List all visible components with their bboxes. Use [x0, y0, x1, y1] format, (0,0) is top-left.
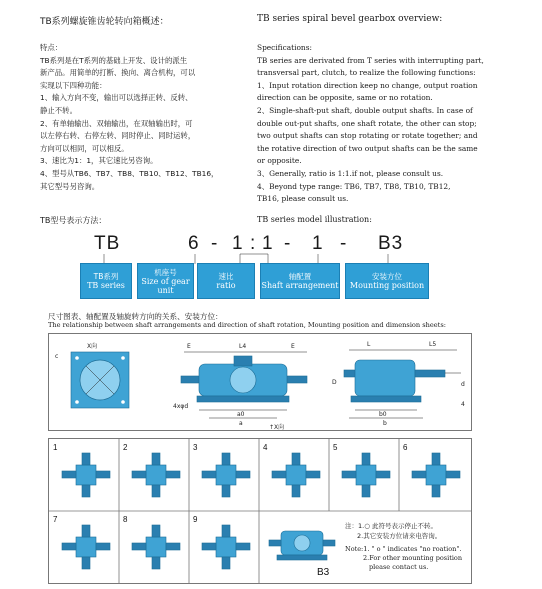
mounting-position-label: B3	[317, 567, 330, 578]
arrangement-number: 5	[333, 443, 338, 452]
model-code-dash: -	[284, 233, 292, 254]
dim-label-e-left: E	[187, 343, 191, 350]
gearbox-body-side	[355, 360, 415, 396]
dim-label-d: D	[332, 379, 337, 386]
dim-label-c: c	[55, 353, 59, 360]
model-box-shaft-cn: 轴配置	[288, 272, 312, 281]
dimension-drawing-panel	[48, 333, 472, 431]
model-box-shaft-en: Shaft arrangement	[261, 281, 339, 290]
en-spec-line: the rotative direction of two output shafts can be the same	[257, 143, 478, 153]
right-shaft	[285, 376, 307, 383]
cn-feature-line: 方向可以相同，可以相反。	[40, 143, 129, 153]
en-spec-line: two output shafts can stop rotating or rotate together; and	[257, 131, 478, 141]
dim-label-l: L	[367, 341, 371, 348]
arrangement-3-diagram	[199, 451, 253, 507]
dim-label-a: a	[239, 420, 243, 427]
en-spec-line: TB series are derivated from T series with interrupting part,	[257, 55, 484, 65]
model-box-series-en: TB series	[87, 281, 125, 290]
note-en-line: 2.For other mounting position	[363, 554, 463, 562]
arrangement-7-diagram	[59, 523, 113, 579]
model-code-shaft: 1	[312, 233, 324, 254]
model-box-mount	[345, 263, 429, 299]
en-spec-line: 3、Generally, ratio is 1:1.if not, please consult us.	[257, 168, 444, 178]
model-box-shaft	[260, 263, 340, 299]
model-code-colon: :	[250, 233, 257, 254]
model-code-dash: -	[211, 233, 219, 254]
dimension-drawing	[49, 334, 471, 430]
model-code-dash: -	[340, 233, 348, 254]
arrangement-2-diagram	[129, 451, 183, 507]
arrangement-number: 7	[53, 515, 58, 524]
mounting-b3-diagram	[267, 523, 337, 567]
cn-feature-line: 新产品。用简单的打断、换向、离合机构，可以	[40, 68, 196, 78]
arrangement-number: 4	[263, 443, 268, 452]
section-title-en: The relationship between shaft arrangements and direction of shaft rotation, Mounting position and dimension sheets:	[48, 321, 446, 329]
model-box-ratio-cn: 速比	[218, 272, 234, 281]
notes-cn	[345, 521, 441, 541]
en-spec-line: 4、Beyond type range: TB6, TB7, TB8, TB10, TB12,	[257, 181, 451, 191]
cn-feature-line: 3、速比为1：1，其它速比另咨询。	[40, 156, 158, 166]
cn-feature-line: 4、型号从TB6、TB7、TB8、TB10、TB12、TB16，	[40, 168, 219, 178]
model-box-series	[80, 263, 132, 299]
arrangement-number: 9	[193, 515, 198, 524]
model-code-size: 6	[188, 233, 200, 254]
base-plate-side	[351, 396, 421, 402]
arrangement-5-diagram	[339, 451, 393, 507]
arrangement-grid	[48, 438, 472, 584]
model-box-size-cn: 机座号	[154, 267, 177, 277]
en-title: TB series spiral bevel gearbox overview:	[257, 14, 443, 24]
dim-label-4: 4	[461, 401, 465, 408]
model-box-mount-cn: 安装方位	[372, 272, 402, 281]
note-en-line: please contact us.	[369, 563, 429, 571]
cn-model-head: TB型号表示方法：	[40, 216, 107, 225]
section-title-cn: 尺寸图表、轴配置及轴旋转方向的关系、安装方位：	[48, 312, 223, 321]
model-box-mount-en: Mounting position	[349, 281, 425, 290]
cn-feature-line: TB系列是在T系列的基础上开发、设计的派生	[40, 55, 188, 65]
en-model-head: TB series model illustration:	[257, 215, 372, 224]
en-spec-line: or opposite.	[257, 156, 302, 166]
note-en-line: Note:1. " o " indicates "no roation".	[345, 545, 462, 553]
arrangement-number: 3	[193, 443, 198, 452]
en-spec-head: Specifications:	[257, 43, 312, 52]
model-code-mount: B3	[378, 233, 404, 254]
model-box-series-cn: TB系列	[93, 272, 119, 281]
en-spec-line: TB16, please consult us.	[257, 194, 349, 204]
cn-feature-line: 以左停右转、右停左转、同时停止、同时运转，	[40, 131, 196, 141]
arrangement-4-diagram	[269, 451, 323, 507]
dim-label-b: b	[383, 420, 387, 427]
cn-feature-line: 实现以下四种功能：	[40, 80, 107, 90]
cn-title: TB系列螺旋锥齿轮转向箱概述：	[40, 17, 169, 27]
arrangement-8-diagram	[129, 523, 183, 579]
en-spec-line: double out-put shafts, one shaft rotate, the other can stop;	[257, 118, 477, 128]
en-spec-line: direction can be opposite, same or no rotation.	[257, 93, 433, 103]
en-spec	[257, 42, 484, 206]
arrangement-number: 2	[123, 443, 128, 452]
note-cn-line: 2.其它安装方位请来电咨询。	[357, 532, 442, 540]
arrangement-1-diagram	[59, 451, 113, 507]
model-code-ratio-b: 1	[262, 233, 274, 254]
arrangement-number: 6	[403, 443, 408, 452]
cn-features	[40, 42, 218, 193]
arrangement-6-diagram	[409, 451, 463, 507]
arrangement-number: 8	[123, 515, 128, 524]
arrangement-9-diagram	[199, 523, 253, 579]
cn-feature-line: 静止不转。	[40, 105, 77, 115]
model-code-ratio-a: 1	[232, 233, 244, 254]
model-box-size	[137, 263, 194, 299]
note-cn-line: 注：1.○ 此符号表示停止不转。	[345, 522, 437, 530]
model-box-ratio	[197, 263, 255, 299]
notes-en	[345, 545, 462, 572]
dim-label-l5: L5	[429, 341, 437, 348]
en-spec-line: transversal part, clutch, to realize the following functions:	[257, 68, 476, 78]
dim-label-d-shaft: d	[461, 381, 465, 388]
cn-feature-line: 1、输入方向不变，输出可以选择正转、反转、	[40, 93, 193, 103]
model-code-series: TB	[94, 233, 121, 254]
cn-feature-line: 2、有单轴输出、双轴输出，在双轴输出时，可	[40, 118, 193, 128]
x-direction-arrow: ↑X向	[269, 424, 285, 430]
x-direction-label: X向	[87, 343, 98, 350]
cn-features-head: 特点：	[40, 43, 63, 52]
arrangement-number: 1	[53, 443, 58, 452]
dim-label-l4: L4	[239, 343, 247, 350]
dim-label-b0: b0	[379, 411, 387, 418]
dim-label-e-right: E	[291, 343, 295, 350]
model-box-ratio-en: ratio	[216, 281, 236, 290]
dim-label-a0: a0	[237, 411, 245, 418]
model-box-size-en: Size of gear unit	[141, 276, 190, 295]
dim-label-holes: 4xφd	[173, 403, 189, 410]
base-plate-front	[197, 396, 289, 402]
cn-feature-line: 其它型号另咨询。	[40, 181, 100, 191]
en-spec-line: 2、Single-shaft-put shaft, double output shafts. In case of	[257, 105, 473, 115]
left-shaft	[181, 376, 201, 383]
en-spec-line: 1、Input rotation direction keep no change, output roation	[257, 80, 478, 90]
